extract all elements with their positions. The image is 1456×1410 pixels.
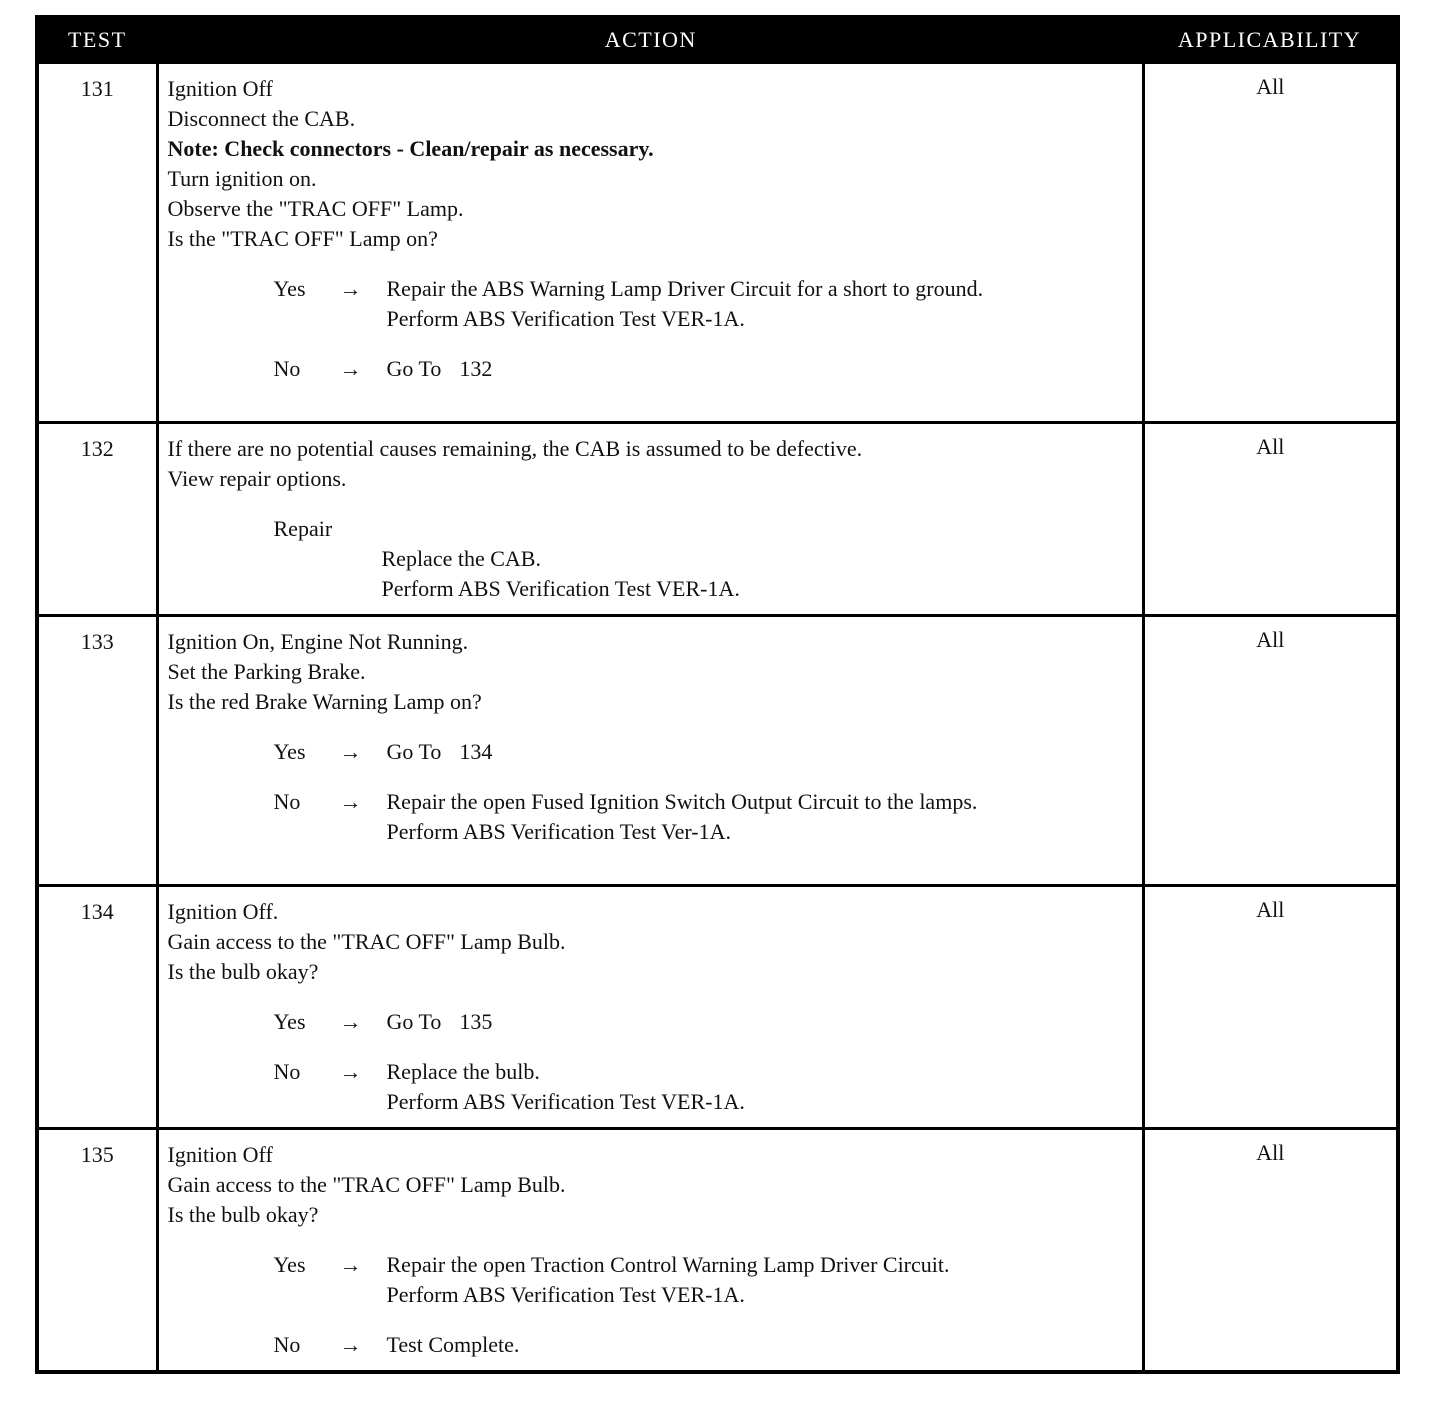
no-label: No xyxy=(273,356,301,381)
header-row xyxy=(37,17,1398,63)
note-text: Note: Check connectors - Clean/repair as necessary. xyxy=(167,136,654,161)
step-text: Gain access to the "TRAC OFF" Lamp Bulb. xyxy=(167,929,566,954)
repair-line: Perform ABS Verification Test VER-1A. xyxy=(381,576,740,601)
test-number: 134 xyxy=(37,886,157,1129)
no-text xyxy=(387,1057,1134,1117)
no-label: No xyxy=(273,789,301,814)
yes-branch xyxy=(168,1007,1134,1037)
no-text xyxy=(387,1330,1134,1360)
no-branch xyxy=(168,1057,1134,1117)
no-line: Replace the bulb. xyxy=(386,1059,540,1084)
step-text: Ignition Off. xyxy=(167,899,279,924)
header-applicability: APPLICABILITY xyxy=(1143,17,1398,63)
test-number: 132 xyxy=(37,423,157,616)
arrow-icon: → xyxy=(339,1009,362,1034)
step-text: If there are no potential causes remaining, the CAB is assumed to be defective. xyxy=(167,436,863,461)
action-cell xyxy=(157,423,1143,616)
no-label: No xyxy=(273,1059,301,1084)
arrow-icon: → xyxy=(339,1332,362,1357)
test-number: 135 xyxy=(37,1129,157,1373)
no-label: No xyxy=(273,1332,301,1357)
applicability: All xyxy=(1143,616,1398,886)
yes-text xyxy=(387,1250,1134,1310)
diagnostic-test-table xyxy=(35,15,1400,1374)
arrow-icon: → xyxy=(339,1059,362,1084)
step-text: Observe the "TRAC OFF" Lamp. xyxy=(167,196,464,221)
goto-number: 132 xyxy=(459,356,493,381)
action-cell xyxy=(157,63,1143,423)
branches xyxy=(168,274,1134,384)
no-text xyxy=(387,787,1134,847)
step-text: Ignition Off xyxy=(167,1142,273,1167)
repair-line: Replace the CAB. xyxy=(381,546,541,571)
header-test: TEST xyxy=(37,17,157,63)
applicability: All xyxy=(1143,886,1398,1129)
goto-label: Go To xyxy=(386,739,442,764)
step-text: View repair options. xyxy=(167,466,347,491)
repair-label: Repair xyxy=(273,516,333,541)
arrow-icon: → xyxy=(339,356,362,381)
arrow-icon: → xyxy=(339,1252,362,1277)
yes-line: Repair the open Traction Control Warning Lamp Driver Circuit. xyxy=(386,1252,950,1277)
goto-label: Go To xyxy=(386,356,442,381)
step-text: Is the red Brake Warning Lamp on? xyxy=(167,689,482,714)
applicability: All xyxy=(1143,63,1398,423)
goto-number: 135 xyxy=(459,1009,493,1034)
no-branch xyxy=(168,787,1134,847)
branches xyxy=(168,737,1134,847)
step-text: Is the bulb okay? xyxy=(167,1202,319,1227)
applicability: All xyxy=(1143,423,1398,616)
yes-label: Yes xyxy=(273,1252,306,1277)
no-line: Perform ABS Verification Test Ver-1A. xyxy=(386,819,731,844)
yes-line: Perform ABS Verification Test VER-1A. xyxy=(386,1282,745,1307)
test-row-135 xyxy=(37,1129,1398,1373)
test-row-133 xyxy=(37,616,1398,886)
no-line: Test Complete. xyxy=(386,1332,520,1357)
yes-text xyxy=(387,1007,1134,1037)
step-text: Gain access to the "TRAC OFF" Lamp Bulb. xyxy=(167,1172,566,1197)
arrow-icon: → xyxy=(339,739,362,764)
step-text: Is the bulb okay? xyxy=(167,959,319,984)
step-text: Turn ignition on. xyxy=(167,166,317,191)
branches xyxy=(168,1007,1134,1117)
test-row-134 xyxy=(37,886,1398,1129)
action-cell xyxy=(157,886,1143,1129)
applicability: All xyxy=(1143,1129,1398,1373)
yes-label: Yes xyxy=(273,739,306,764)
header-action: ACTION xyxy=(157,17,1143,63)
step-text: Ignition On, Engine Not Running. xyxy=(167,629,469,654)
step-text: Ignition Off xyxy=(167,76,273,101)
repair-options xyxy=(168,514,1134,604)
no-text xyxy=(387,354,1134,384)
step-text: Set the Parking Brake. xyxy=(167,659,366,684)
goto-number: 134 xyxy=(459,739,493,764)
no-line: Repair the open Fused Ignition Switch Output Circuit to the lamps. xyxy=(386,789,978,814)
no-line: Perform ABS Verification Test VER-1A. xyxy=(386,1089,745,1114)
no-branch xyxy=(168,1330,1134,1360)
yes-branch xyxy=(168,1250,1134,1310)
yes-text xyxy=(387,274,1134,334)
step-text: Disconnect the CAB. xyxy=(167,106,356,131)
test-row-131 xyxy=(37,63,1398,423)
test-number: 131 xyxy=(37,63,157,423)
yes-text xyxy=(387,737,1134,767)
yes-line: Perform ABS Verification Test VER-1A. xyxy=(386,306,745,331)
no-branch xyxy=(168,354,1134,384)
branches xyxy=(168,1250,1134,1360)
yes-label: Yes xyxy=(273,276,306,301)
step-text: Is the "TRAC OFF" Lamp on? xyxy=(167,226,438,251)
yes-branch xyxy=(168,737,1134,767)
test-number: 133 xyxy=(37,616,157,886)
yes-label: Yes xyxy=(273,1009,306,1034)
action-cell xyxy=(157,1129,1143,1373)
action-cell xyxy=(157,616,1143,886)
arrow-icon: → xyxy=(339,276,362,301)
test-row-132 xyxy=(37,423,1398,616)
goto-label: Go To xyxy=(386,1009,442,1034)
yes-line: Repair the ABS Warning Lamp Driver Circuit for a short to ground. xyxy=(386,276,984,301)
arrow-icon: → xyxy=(339,789,362,814)
yes-branch xyxy=(168,274,1134,334)
